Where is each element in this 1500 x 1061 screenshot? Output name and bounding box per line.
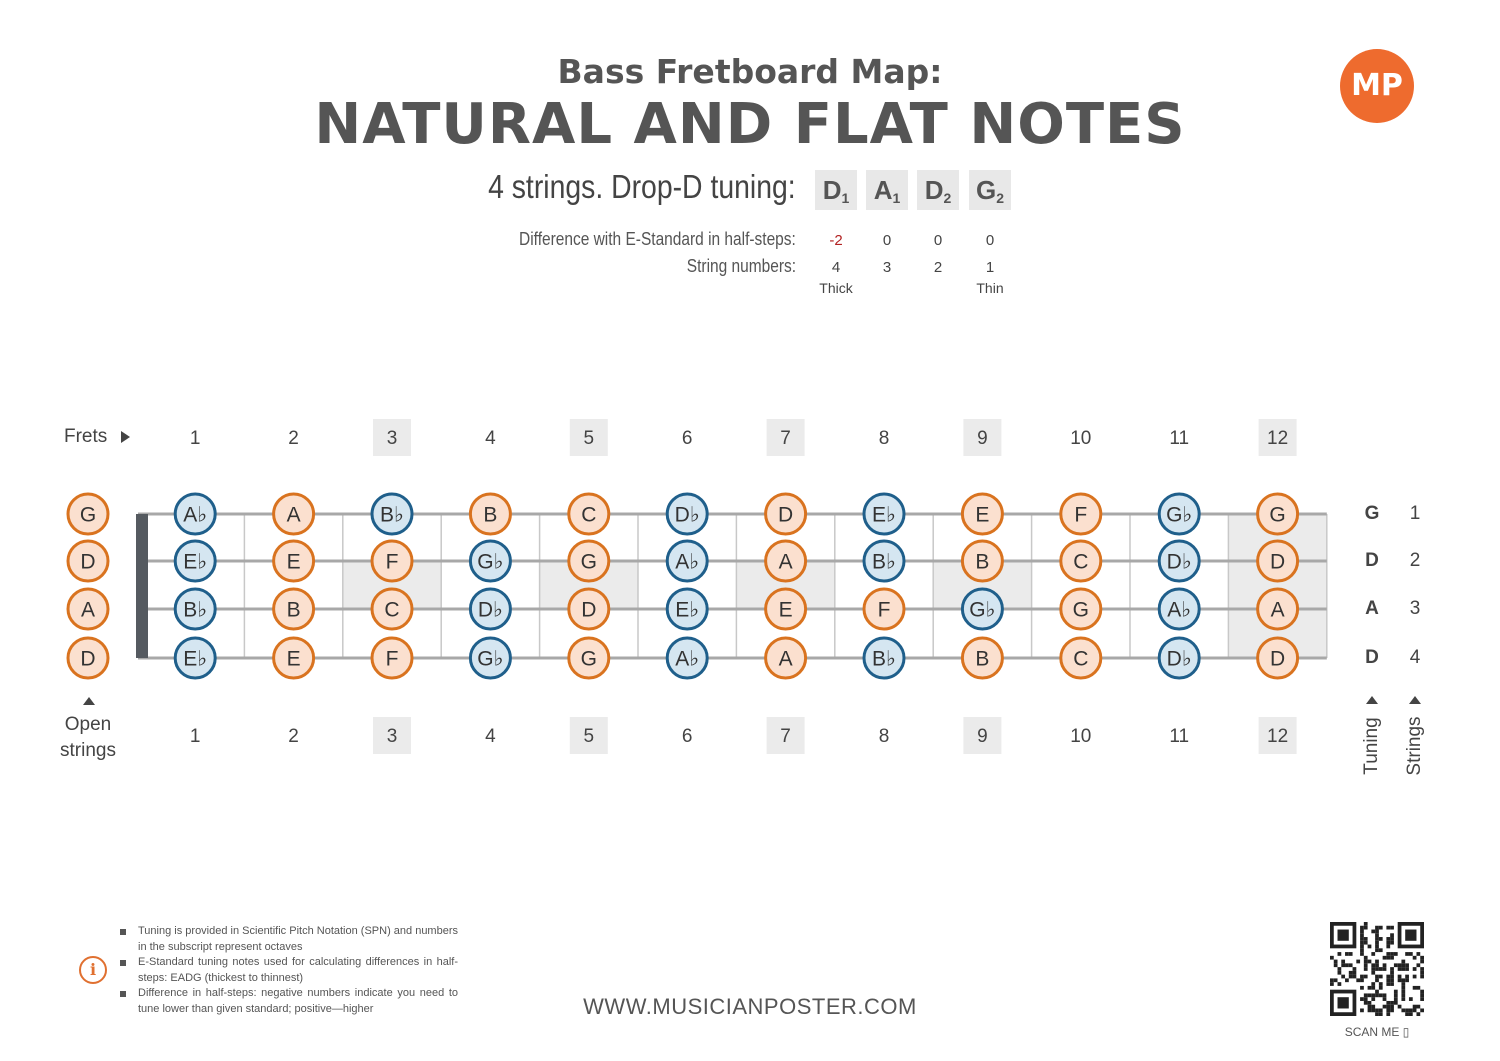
logo[interactable]: MP <box>1340 49 1414 123</box>
diff-label: Difference with E-Standard in half-steps: <box>519 229 796 249</box>
note-marker <box>864 494 904 534</box>
arrow-up-icon <box>1409 696 1421 704</box>
note-label: B♭ <box>872 647 896 671</box>
tuning-note-3: $A_1$ <box>866 170 908 210</box>
fret-number-9: 9 <box>977 726 988 747</box>
arrow-up-icon <box>1366 696 1378 704</box>
note-label: C <box>1073 550 1089 574</box>
arrow-right-icon <box>121 431 130 443</box>
string-side-number: 2 <box>1409 550 1421 571</box>
note-marker <box>1159 494 1199 534</box>
note-label: A♭ <box>1167 598 1192 622</box>
note-marker <box>68 638 108 678</box>
note-marker <box>766 494 806 534</box>
note-marker <box>1258 638 1298 678</box>
note-label: D♭ <box>477 598 503 622</box>
diff-value: 0 <box>882 232 892 249</box>
diff-value: 0 <box>933 232 943 249</box>
qr-code-icon[interactable] <box>1330 922 1424 1016</box>
note-label: D♭ <box>1166 647 1192 671</box>
note-marker <box>1159 589 1199 629</box>
note-label: G♭ <box>969 598 996 622</box>
note-label: D <box>80 647 96 671</box>
fret-number-5: 5 <box>583 726 595 747</box>
note-marker <box>1258 589 1298 629</box>
fret-number-6: 6 <box>681 726 693 747</box>
thin-label: Thin <box>976 280 1004 296</box>
note-marker <box>569 589 609 629</box>
note-label: D♭ <box>1166 550 1192 574</box>
note-marker <box>175 494 215 534</box>
note-label: E♭ <box>183 550 208 574</box>
note-label: G♭ <box>1166 503 1193 527</box>
note-marker <box>962 494 1002 534</box>
note-marker <box>569 541 609 581</box>
note-label: G <box>1269 503 1286 527</box>
footnote: Tuning is provided in Scientific Pitch Notation (SPN) and numbers in the subscript represent octaves <box>118 924 458 955</box>
note-marker <box>864 589 904 629</box>
fret-number-4: 4 <box>485 726 496 747</box>
note-marker <box>372 638 412 678</box>
website-link[interactable]: WWW.MUSICIANPOSTER.COM <box>583 994 917 1019</box>
tuning-side-note: A <box>1365 598 1379 619</box>
title-small: Bass Fretboard Map: <box>557 52 943 91</box>
note-label: B♭ <box>380 503 404 527</box>
fret-number-8: 8 <box>878 428 890 449</box>
note-label: B <box>975 647 990 671</box>
fret-marker-12 <box>1228 514 1326 658</box>
note-marker <box>766 589 806 629</box>
note-label: A <box>778 550 793 574</box>
note-marker <box>1061 541 1101 581</box>
tuning-label: 4 strings. Drop-D tuning: <box>488 168 796 205</box>
note-label: B <box>286 598 301 622</box>
note-marker <box>1061 638 1101 678</box>
note-label: E♭ <box>872 503 896 527</box>
note-marker <box>667 638 707 678</box>
open-strings-label: Open strings <box>60 714 116 761</box>
note-label: D <box>581 598 597 622</box>
tuning-caption: Tuning <box>1361 717 1382 775</box>
string-side-number: 4 <box>1409 647 1421 668</box>
fret-number-2: 2 <box>288 428 299 449</box>
note-marker <box>962 638 1002 678</box>
note-label: E♭ <box>183 647 208 671</box>
note-marker <box>667 494 707 534</box>
note-marker <box>175 589 215 629</box>
note-marker <box>1258 541 1298 581</box>
note-marker <box>372 494 412 534</box>
frets-label: Frets <box>64 426 108 447</box>
note-label: E <box>286 647 301 671</box>
note-label: G <box>580 550 597 574</box>
note-label: A <box>286 503 301 527</box>
note-marker <box>470 638 510 678</box>
fret-number-7: 7 <box>780 726 791 747</box>
fret-number-7: 7 <box>780 428 791 449</box>
note-marker <box>864 541 904 581</box>
note-marker <box>274 494 314 534</box>
note-label: E <box>778 598 793 622</box>
note-marker <box>175 541 215 581</box>
string-number: 1 <box>985 259 995 276</box>
note-label: F <box>1074 503 1088 527</box>
note-marker <box>766 541 806 581</box>
note-label: F <box>877 598 891 622</box>
note-marker <box>1258 494 1298 534</box>
fret-number-4: 4 <box>485 428 496 449</box>
arrow-up-icon <box>83 697 95 705</box>
fret-number-6: 6 <box>681 428 693 449</box>
string-number: 2 <box>933 259 943 276</box>
strings-caption: Strings <box>1404 716 1425 776</box>
fret-number-1: 1 <box>189 428 201 449</box>
note-label: D♭ <box>674 503 700 527</box>
note-marker <box>470 589 510 629</box>
scan-me-label: SCAN ME ▯ <box>1344 1025 1410 1039</box>
tuning-side-note: D <box>1365 647 1379 668</box>
note-label: D <box>80 550 96 574</box>
fret-number-8: 8 <box>878 726 890 747</box>
note-marker <box>1159 638 1199 678</box>
footnote: Difference in half-steps: negative numbers indicate you need to tune lower than given standard; positive—higher <box>118 986 458 1017</box>
page-title: NATURAL AND FLAT NOTES <box>314 92 1186 157</box>
note-label: D <box>1270 550 1286 574</box>
note-marker <box>667 589 707 629</box>
diff-value: -2 <box>829 232 843 249</box>
note-label: D <box>1270 647 1286 671</box>
fret-number-3: 3 <box>386 428 398 449</box>
fret-number-11: 11 <box>1169 726 1190 747</box>
note-marker <box>175 638 215 678</box>
note-label: E <box>975 503 990 527</box>
note-marker <box>274 589 314 629</box>
note-label: G <box>79 503 97 527</box>
note-marker <box>68 541 108 581</box>
note-label: A♭ <box>183 503 208 527</box>
note-label: A <box>80 598 96 622</box>
tuning-note-2: $D_2$ <box>917 170 959 210</box>
note-marker <box>470 541 510 581</box>
note-marker <box>962 589 1002 629</box>
open-strings <box>68 494 108 678</box>
fretboard <box>136 514 1327 658</box>
string-number: 3 <box>882 259 892 276</box>
note-label: A♭ <box>675 647 700 671</box>
fret-number-10: 10 <box>1070 428 1092 449</box>
note-label: A♭ <box>675 550 700 574</box>
nut <box>136 514 148 658</box>
fret-number-5: 5 <box>583 428 595 449</box>
note-marker <box>864 638 904 678</box>
note-marker <box>68 589 108 629</box>
note-marker <box>1061 494 1101 534</box>
info-icon: i <box>79 956 107 984</box>
note-marker <box>1159 541 1199 581</box>
thick-label: Thick <box>819 280 853 296</box>
string-side-number: 3 <box>1409 598 1421 619</box>
string-side-number: 1 <box>1409 503 1421 524</box>
footnote: E-Standard tuning notes used for calculating differences in half-steps: EADG (thickest to thinnest) <box>118 955 458 986</box>
note-marker <box>569 494 609 534</box>
note-marker <box>667 541 707 581</box>
note-label: B <box>975 550 990 574</box>
note-marker <box>1061 589 1101 629</box>
note-label: C <box>1073 647 1089 671</box>
note-marker <box>569 638 609 678</box>
note-label: G♭ <box>477 550 504 574</box>
fret-number-9: 9 <box>977 428 988 449</box>
note-marker <box>962 541 1002 581</box>
fret-number-3: 3 <box>386 726 398 747</box>
note-label: E♭ <box>675 598 700 622</box>
note-label: F <box>385 550 399 574</box>
note-label: D <box>778 503 794 527</box>
fret-number-2: 2 <box>288 726 299 747</box>
note-marker <box>470 494 510 534</box>
string-numbers-label: String numbers: <box>686 256 796 276</box>
fret-number-10: 10 <box>1070 726 1092 747</box>
note-label: B <box>483 503 498 527</box>
note-marker <box>766 638 806 678</box>
note-label: A <box>1270 598 1285 622</box>
note-label: F <box>385 647 399 671</box>
fret-number-12: 12 <box>1267 428 1289 449</box>
tuning-side-note: G <box>1364 503 1380 524</box>
note-label: A <box>778 647 793 671</box>
fret-number-12: 12 <box>1267 726 1289 747</box>
note-marker <box>68 494 108 534</box>
note-marker <box>372 541 412 581</box>
note-label: B♭ <box>872 550 896 574</box>
note-label: G <box>580 647 597 671</box>
note-label: C <box>384 598 400 622</box>
fret-number-11: 11 <box>1169 428 1190 449</box>
note-label: G <box>1072 598 1089 622</box>
diff-value: 0 <box>985 232 995 249</box>
tuning-side-note: D <box>1365 550 1379 571</box>
fret-number-1: 1 <box>189 726 201 747</box>
note-label: B♭ <box>183 598 208 622</box>
tuning-note-1: $G_2$ <box>969 170 1011 210</box>
note-label: C <box>581 503 597 527</box>
note-marker <box>274 541 314 581</box>
note-label: E <box>286 550 301 574</box>
string-number: 4 <box>831 259 841 276</box>
note-marker <box>372 589 412 629</box>
tuning-note-4: $D_1$ <box>815 170 857 210</box>
note-marker <box>274 638 314 678</box>
note-label: G♭ <box>477 647 504 671</box>
